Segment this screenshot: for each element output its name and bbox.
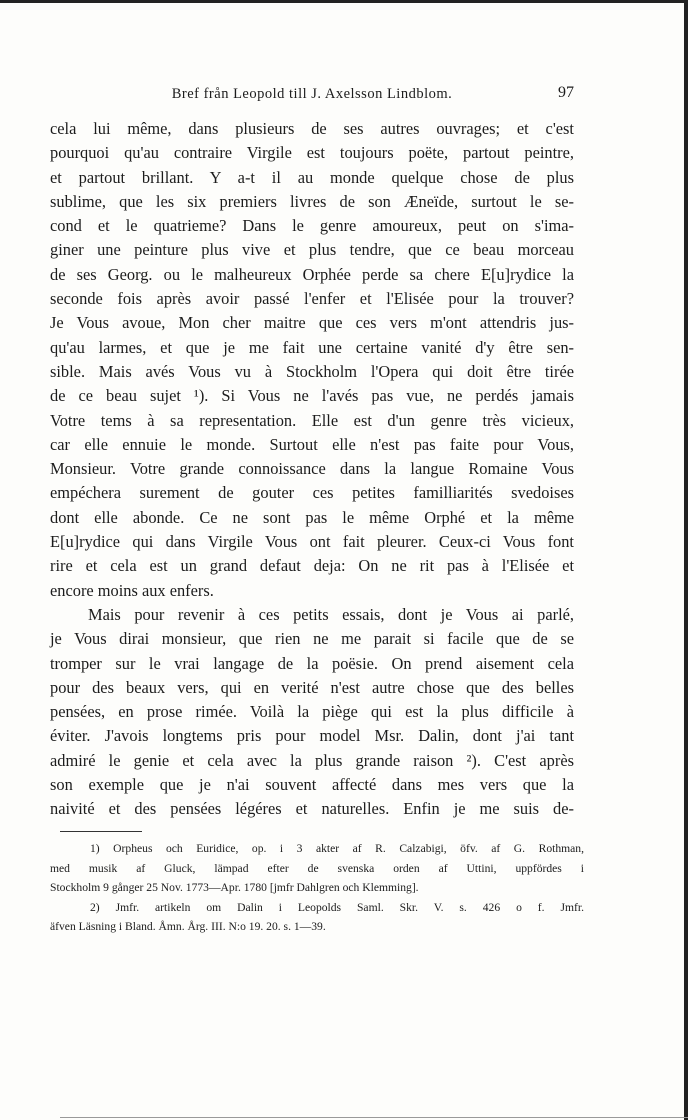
footnotes (50, 839, 584, 937)
text-line: sible. Mais avés Vous vu à Stockholm l'Opera qui doit être tirée (50, 361, 574, 381)
text-line: son exemple que je n'ai souvent affecté dans mes vers que la (50, 775, 574, 795)
text-line: Votre tems à sa representation. Elle est d'un genre très vicieux, (50, 410, 574, 430)
paragraph-last-line: encore moins aux enfers. (50, 580, 214, 600)
footnote-2-line: 2) Jmfr. artikeln om Dalin i Leopolds Saml. Skr. V. s. 426 o f. Jmfr. (90, 900, 584, 914)
text-line: seconde fois après avoir passé l'enfer et l'Elisée pour la trouver? (50, 289, 574, 309)
text-line: Je Vous avoue, Mon cher maitre que ces vers m'ont attendris jus- (50, 313, 574, 333)
running-title: Bref från Leopold till J. Axelsson Lindblom. (171, 86, 453, 102)
footnote-1-line: 1) Orpheus och Euridice, op. i 3 akter af R. Calzabigi, öfv. af G. Rothman, (90, 842, 584, 855)
text-line: naivité et des pensées légéres et naturelles. Enfin je me suis de- (50, 799, 574, 819)
text-line: éviter. J'avois longtems pris pour model Msr. Dalin, dont j'ai tant (50, 726, 574, 746)
text-line: tromper sur le vrai langage de la poësie. On prend aisement cela (50, 653, 574, 673)
body-text (50, 117, 574, 822)
text-line: de ses Georg. ou le malheureux Orphée perde sa chere E[u]rydice la (50, 264, 574, 284)
footnote-1-line: Stockholm 9 gånger 25 Nov. 1773—Apr. 1780 [jmfr Dahlgren och Klemming]. (50, 881, 419, 895)
text-line: E[u]rydice qui dans Virgile Vous ont fait pleurer. Ceux-ci Vous font (50, 532, 574, 552)
text-line: cela lui même, dans plusieurs de ses autres ouvrages; et c'est (50, 119, 574, 138)
text-line: je Vous dirai monsieur, que rien ne me parait si facile que de se (50, 629, 574, 649)
text-line: empéchera surement de gouter ces petites familliarités svedoises (50, 483, 574, 503)
paragraph-first-line: Mais pour revenir à ces petits essais, dont je Vous ai parlé, (88, 604, 574, 624)
text-line: pour des beaux vers, qui en verité n'est autre chose que des belles (50, 677, 574, 697)
text-line: giner une peinture plus vive et plus tendre, que ce beau morceau (50, 240, 574, 260)
page-top-edge (0, 0, 688, 3)
page-right-edge (684, 0, 688, 1120)
text-line: Monsieur. Votre grande connoissance dans la langue Romaine Vous (50, 459, 574, 479)
text-line: et partout brillant. Y a-t il au monde quelque chose de plus (50, 167, 574, 187)
page-number: 97 (558, 84, 574, 101)
text-line: de ce beau sujet ¹). Si Vous ne l'avés pas vue, ne perdés jamais (50, 386, 574, 406)
text-line: cond et le quatrieme? Dans le genre amoureux, peut on s'ima- (50, 216, 574, 236)
running-header (50, 86, 574, 110)
text-line: car elle ennuie le monde. Surtout elle n'est pas faite pour Vous, (50, 434, 574, 454)
page-bottom-edge (60, 1117, 688, 1118)
text-line: pensées, en prose rimée. Voilà la piège qui est la plus difficile à (50, 702, 574, 722)
footnote-1-line: med musik af Gluck, lämpad efter de svenska orden af Uttini, uppfördes i (50, 861, 584, 875)
text-line: pourquoi qu'au contraire Virgile est toujours poëte, partout peintre, (50, 143, 574, 163)
text-line: qu'au larmes, et que je me fait une certaine vanité d'y être sen- (50, 337, 574, 357)
text-line: admiré le genie et cela avec la plus grande raison ²). C'est après (50, 750, 574, 770)
footnote-2-line: äfven Läsning i Bland. Åmn. Årg. III. N:o 19. 20. s. 1—39. (50, 920, 326, 934)
text-line: rire et cela est un grand defaut deja: On ne rit pas à l'Elisée et (50, 556, 574, 576)
footnote-separator (60, 831, 142, 832)
text-line: dont elle abonde. Ce ne sont pas le même Orphé et la même (50, 507, 574, 527)
text-line: sublime, que les six premiers livres de son Æneïde, surtout le se- (50, 191, 574, 211)
